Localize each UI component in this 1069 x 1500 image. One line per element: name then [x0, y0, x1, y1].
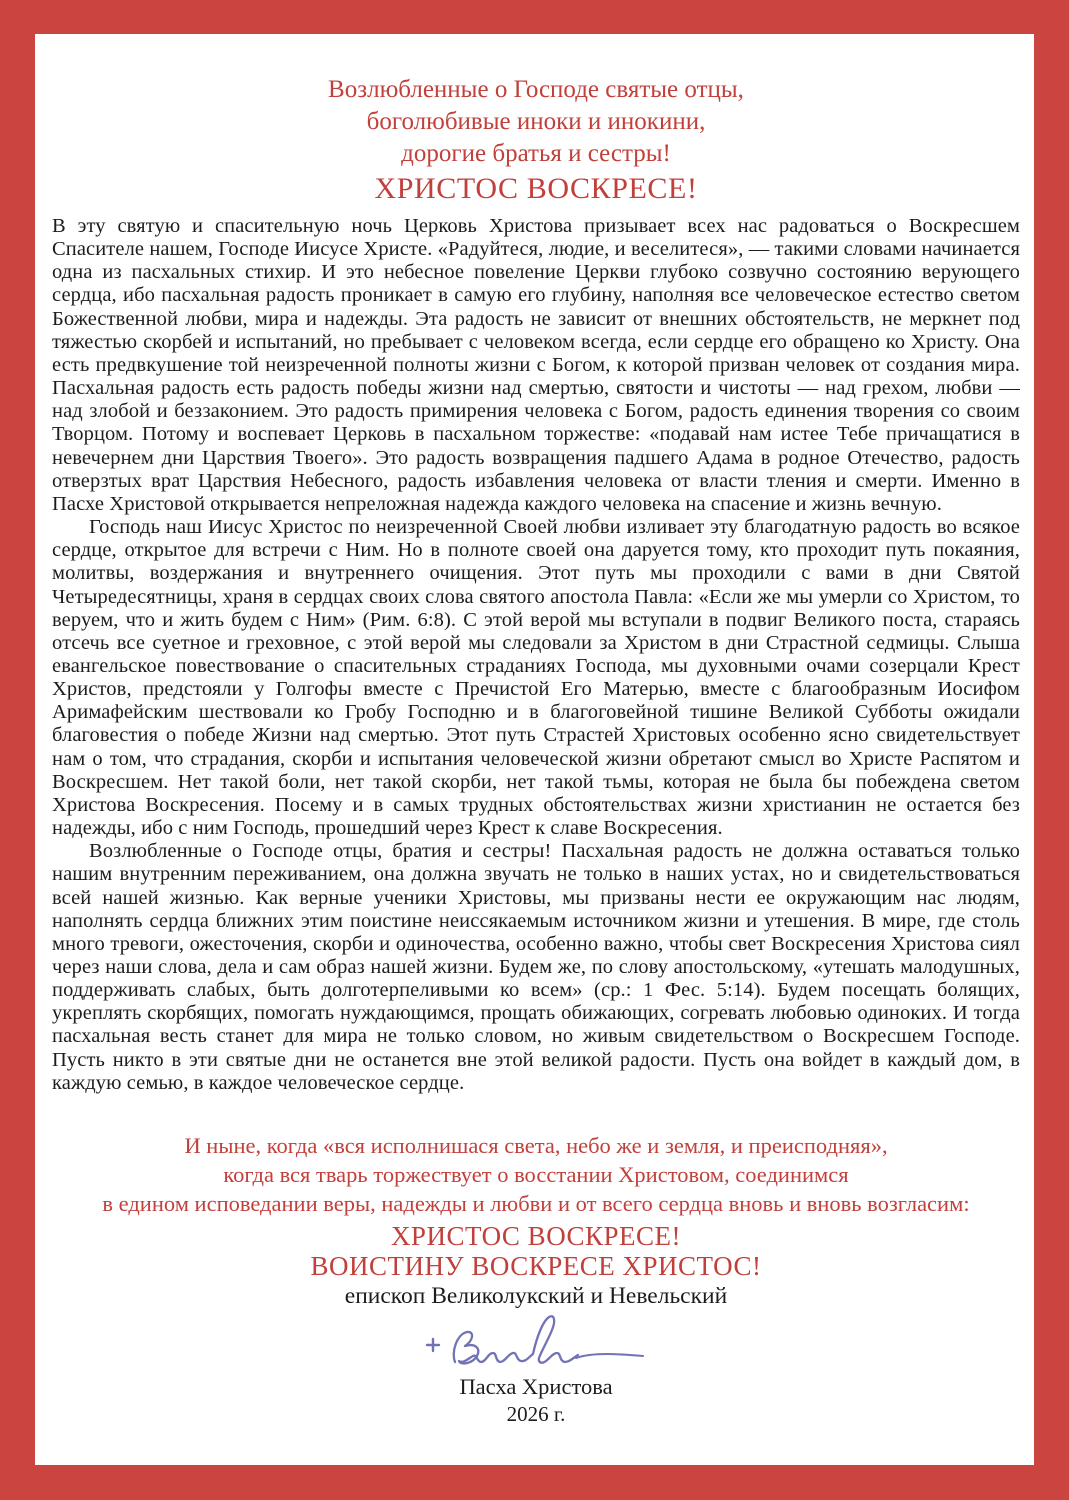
salutation-block [52, 74, 1020, 206]
event-year: 2026 г. [506, 1401, 566, 1426]
closing-line-3: в едином исповедании веры, надежды и любви и от всего сердца вновь и вновь возгласим: [102, 1190, 970, 1216]
signatory-title: епископ Великолукский и Невельский [344, 1282, 728, 1309]
signature-flourish-stroke [576, 1354, 643, 1358]
signature [52, 1312, 1020, 1374]
signature-ink-drawing [411, 1312, 661, 1374]
signature-stroke [454, 1316, 578, 1363]
page-sheet [35, 34, 1034, 1465]
paragraph-3: Возлюбленные о Господе отцы, братия и сестры! Пасхальная радость не должна оставаться только нашим внутренним переживанием, она должна звучать не только в наших устах, но и свидетельствоваться всей нашей жизнью. Как верные ученики Христовы, мы призваны нести ее окружающим нас людям, наполнять сердца ближних этим поистине неиссякаемым источником жизни и утешения. В мире, где столь много тревоги, ожесточения, скорби и одиночества, особенно важно, чтобы свет Воскресения Христова сиял через наши слова, дела и сам образ нашей жизни. Будем же, по слову апостольскому, «утешать малодушных, поддерживать слабых, быть долготерпеливыми ко всем» (ср.: 1 Фес. 5:14). Будем посещать болящих, укреплять скорбящих, помогать нуждающимся, прощать обижающих, согревать любовью одиноких. И тогда пасхальная весть станет для мира не только словом, но живым свидетельством о Воскресшем Господе. Пусть никто в эти святые дни не останется вне этой великой радости. Пусть она войдет в каждый дом, в каждую семью, в каждое человеческое сердце. [52, 840, 1020, 1094]
salutation-line-3: дорогие братья и сестры! [401, 140, 671, 167]
closing-line-2: когда вся тварь торжествует о восстании Христовом, соединимся [223, 1161, 849, 1187]
paragraph-2: Господь наш Иисус Христос по неизреченной Своей любви изливает эту благодатную радость во всякое сердце, открытое для встречи с Ним. Но в полноте своей она даруется тому, кто проходит путь покаяния, молитвы, воздержания и внутреннего очищения. Этот путь мы проходили с вами в дни Святой Четыредесятницы, храня в сердцах своих слова святого апостола Павла: «Если же мы умерли со Христом, то веруем, что и жить будем с Ним» (Рим. 6:8). С этой верой мы вступали в подвиг Великого поста, стараясь отсечь все суетное и греховное, с этой верой мы следовали за Христом в дни Страстной седмицы. Слыша евангельское повествование о спасительных страданиях Господа, мы духовными очами созерцали Крест Христов, предстояли у Голгофы вместе с Пречистой Его Матерью, вместе с благообразным Иосифом Аримафейским шествовали ко Гробу Господню и в благоговейной тишине Великой Субботы ожидали благовестия о победе Жизни над смертью. Этот путь Страстей Христовых особенно ясно свидетельствует нам о том, что страдания, скорби и испытания человеческой жизни обретают смысл во Христе Распятом и Воскресшем. Нет такой боли, нет такой скорби, нет такой тьмы, которая не была бы побеждена светом Христова Воскресения. Посему и в самых трудных обстоятельствах жизни христианин не остается без надежды, ибо с ним Господь, прошедший через Крест к славе Воскресения. [52, 516, 1020, 840]
paragraph-1: В эту святую и спасительную ночь Церковь Христова призывает всех нас радоваться о Воскресшем Спасителе нашем, Господе Иисусе Христе. «Радуйтеся, людие, и веселитеся», — такими словами начинается одна из пасхальных стихир. И это небесное повеление Церкви глубоко созвучно состоянию верующего сердца, ибо пасхальная радость проникает в самую его глубину, наполняя все человеческое естество светом Божественной любви, мира и надежды. Эта радость не зависит от внешних обстоятельств, не меркнет под тяжестью скорбей и испытаний, но пребывает с человеком всегда, если сердце его обращено ко Христу. Она есть предвкушение той неизреченной полноты жизни с Богом, к которой призван человек от создания мира. Пасхальная радость есть радость победы жизни над смертью, святости и чистоты — над грехом, любви — над злобой и беззаконием. Это радость примирения человека с Богом, радость единения творения со своим Творцом. Потому и воспевает Церковь в пасхальном торжестве: «подавай нам истее Тебе причащатися в невечернем дни Царствия Твоего». Это радость возвращения падшего Адама в родное Отечество, радость отверзтых врат Царствия Небесного, радость избавления человека от власти тления и смерти. Именно в Пасхе Христовой открывается непреложная надежда каждого человека на спасение и жизнь вечную. [52, 215, 1020, 515]
paschal-greeting-heading: ХРИСТОС ВОСКРЕСЕ! [374, 172, 698, 205]
closing-proclamation-1: ХРИСТОС ВОСКРЕСЕ! [390, 1220, 682, 1251]
event-title: Пасха Христова [459, 1373, 613, 1399]
closing-proclamation-2: ВОИСТИНУ ВОСКРЕСЕ ХРИСТОС! [310, 1250, 762, 1281]
closing-line-1: И ныне, когда «вся исполнишася света, небо же и земля, и преисподняя», [184, 1132, 888, 1158]
closing-block [52, 1131, 1020, 1426]
salutation-line-2: боголюбивые иноки и инокини, [366, 108, 706, 135]
salutation-line-1: Возлюбленные о Господе святые отцы, [328, 76, 744, 103]
signature-cross-icon [427, 1339, 439, 1351]
epistle-body [52, 215, 1020, 1095]
